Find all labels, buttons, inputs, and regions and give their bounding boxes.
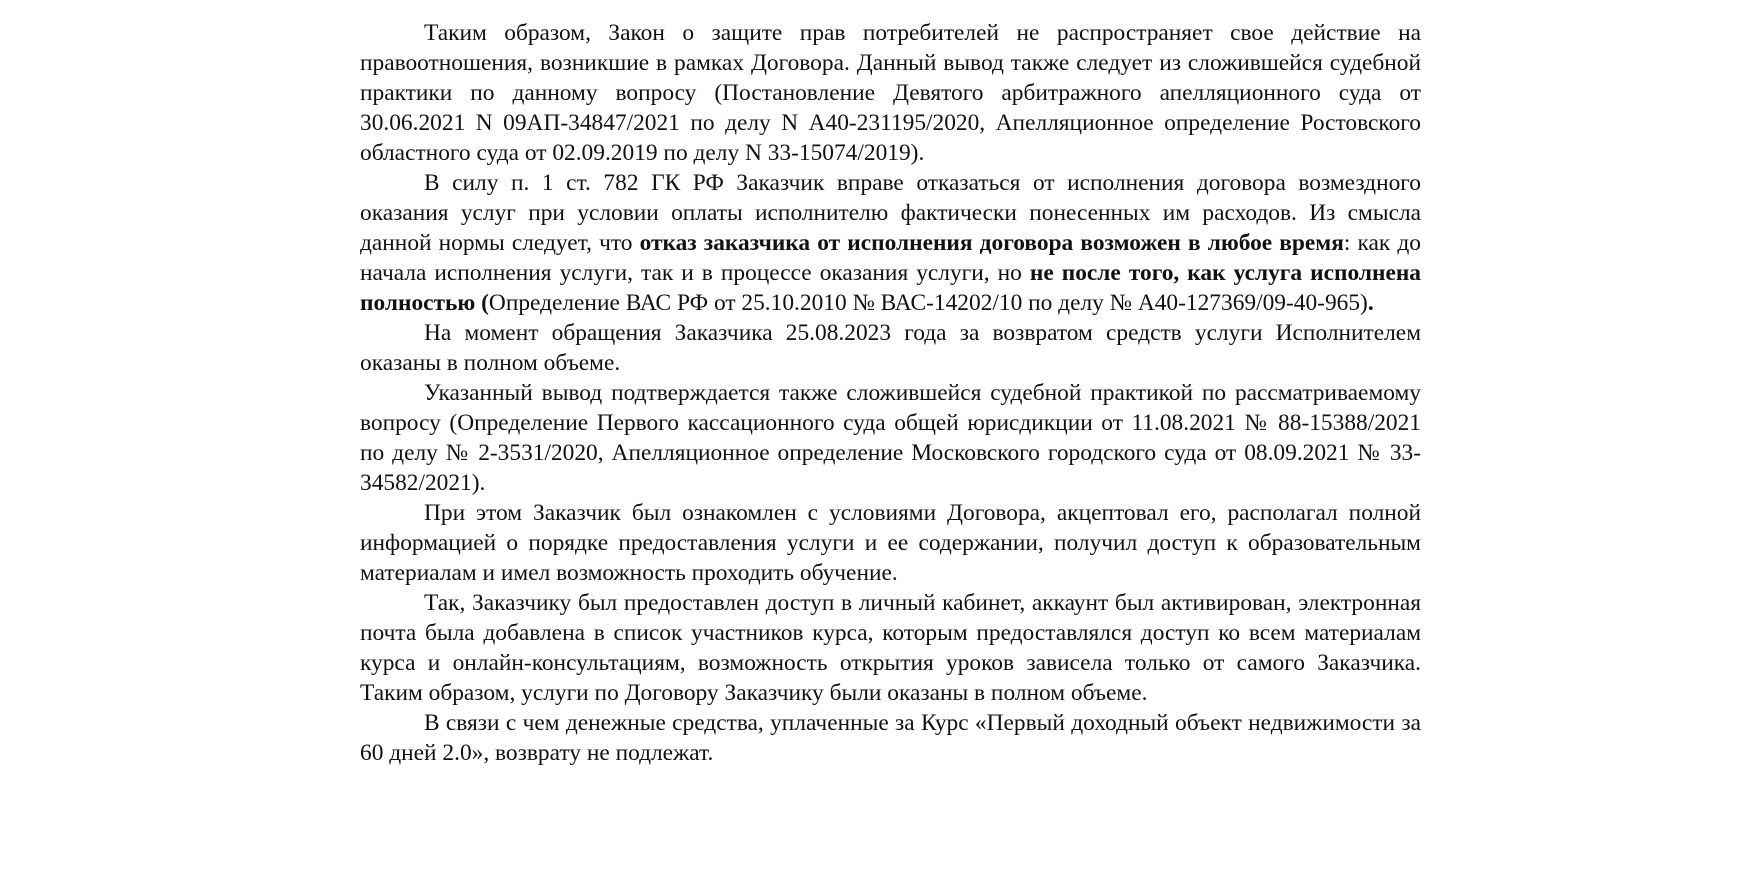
text-segment: Так, Заказчику был предоставлен доступ в личный кабинет, аккаунт был активирован, электронная почта была добавлена в список участников курса, которым предоставлялся доступ ко всем материалам курса и онлайн-консультациям, возможность открытия уроков зависела только от самого Заказчика. Таким образом, услуги по Договору Заказчику были оказаны в полном объеме. xyxy=(360,590,1421,706)
bold-text-segment: не после того, как услуга исполнена полностью ( xyxy=(360,260,1421,316)
text-segment: При этом Заказчик был ознакомлен с условиями Договора, акцептовал его, располагал полной информацией о порядке предоставления услуги и ее содержании, получил доступ к образовательным материалам и имел возможность проходить обучение. xyxy=(360,500,1421,586)
text-segment: В силу п. 1 ст. 782 ГК РФ Заказчик вправе отказаться от исполнения договора возмездного оказания услуг при условии оплаты исполнителю фактически понесенных им расходов. Из смысла данной нормы следует, что xyxy=(360,170,1421,256)
text-segment: : как до начала исполнения услуги, так и в процессе оказания услуги, но xyxy=(360,230,1421,286)
text-segment: На момент обращения Заказчика 25.08.2023 года за возвратом средств услуги Исполнителем оказаны в полном объеме. xyxy=(360,320,1421,376)
text-segment: В связи с чем денежные средства, уплаченные за Курс «Первый доходный объект недвижимости за 60 дней 2.0», возврату не подлежат. xyxy=(360,710,1421,766)
document-page xyxy=(360,18,1421,768)
paragraph-customer-informed xyxy=(360,498,1421,588)
paragraph-conclusion xyxy=(360,708,1421,768)
text-segment: Таким образом, Закон о защите прав потребителей не распространяет свое действие на правоотношения, возникшие в рамках Договора. Данный вывод также следует из сложившейся судебной практики по данному вопросу (Постановление Девятого арбитражного апелляционного суда от 30.06.2021 N 09АП-34847/2021 по делу N А40-231195/2020, Апелляционное определение Ростовского областного суда от 02.09.2019 по делу N 33-15074/2019). xyxy=(360,20,1421,166)
bold-text-segment: отказ заказчика от исполнения договора возможен в любое время xyxy=(639,230,1344,256)
paragraph-access-granted xyxy=(360,588,1421,708)
paragraph-court-practice xyxy=(360,378,1421,498)
paragraph-article-782 xyxy=(360,168,1421,318)
bold-text-segment: . xyxy=(1367,290,1374,316)
text-segment: Определение ВАС РФ от 25.10.2010 № ВАС-14202/10 по делу № А40-127369/09-40-965) xyxy=(488,290,1368,316)
paragraph-consumer-law xyxy=(360,18,1421,168)
paragraph-request-date xyxy=(360,318,1421,378)
text-segment: Указанный вывод подтверждается также сложившейся судебной практикой по рассматриваемому вопросу (Определение Первого кассационного суда общей юрисдикции от 11.08.2021 № 88-15388/2021 по делу № 2-3531/2020, Апелляционное определение Московского городского суда от 08.09.2021 № 33-34582/2021). xyxy=(360,380,1421,496)
